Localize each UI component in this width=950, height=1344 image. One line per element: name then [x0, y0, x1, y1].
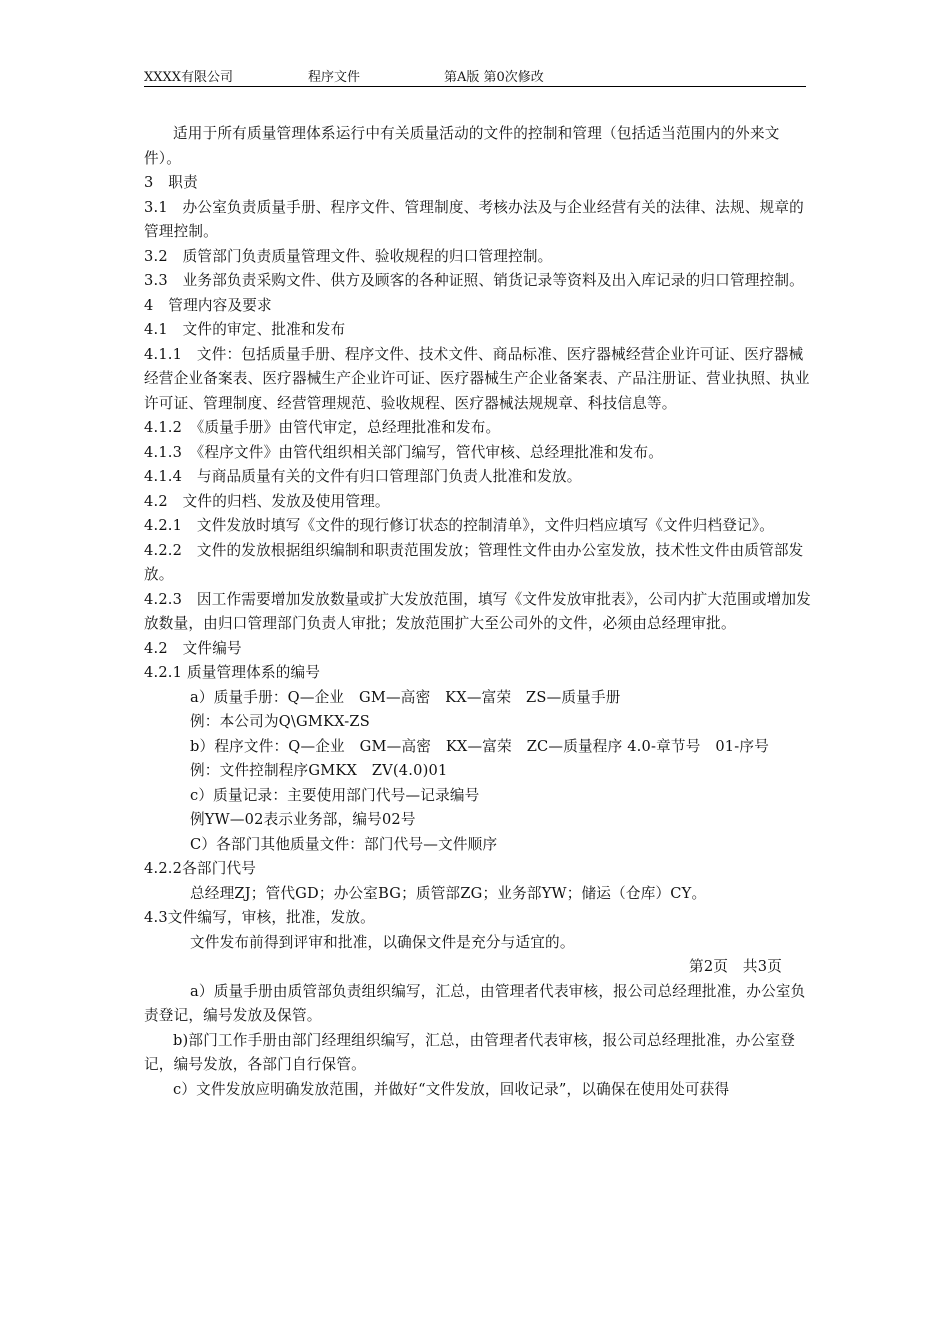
document-body: [144, 122, 812, 1102]
numbering-example: 例YW—02表示业务部，编号02号: [190, 811, 416, 828]
clause-paragraph: 3.3 业务部负责采购文件、供方及顾客的各种证照、销货记录等资料及出入库记录的归口管理控制。: [144, 272, 804, 289]
clause-paragraph: 3.2 质管部门负责质量管理文件、验收规程的归口管理控制。: [144, 247, 553, 265]
numbering-item: C）各部门其他质量文件：部门代号—文件顺序: [190, 835, 498, 853]
clause-paragraph: 4.1.2 《质量手册》由管代审定，总经理批准和发布。: [144, 419, 501, 436]
clause-paragraph: 4.1.1 文件：包括质量手册、程序文件、技术文件、商品标准、医疗器械经营企业许可证、医疗器械经营企业备案表、医疗器械生产企业许可证、医疗器械生产企业备案表、产品注册证、营业执照、执业许可证、管理制度、经营管理规范、验收规程、医疗器械法规规章、科技信息等。: [144, 345, 810, 412]
numbering-item: a）质量手册：Q—企业 GM—高密 KX—富荣 ZS—质量手册: [190, 688, 621, 706]
scope-paragraph: 适用于所有质量管理体系运行中有关质量活动的文件的控制和管理（包括适当范围内的外来文件）。: [144, 125, 780, 167]
clause-paragraph: 3.1 办公室负责质量手册、程序文件、管理制度、考核办法及与企业经营有关的法律、法规、规章的管理控制。: [144, 198, 804, 240]
clause-paragraph: 4.2.1 文件发放时填写《文件的现行修订状态的控制清单》，文件归档应填写《文件归档登记》。: [144, 517, 775, 534]
subsection-heading: 4.2.2各部门代号: [144, 860, 257, 877]
header-divider: [144, 86, 806, 87]
clause-paragraph: 4.2.2 文件的发放根据组织编制和职责范围发放；管理性文件由办公室发放，技术性文件由质管部发放。: [144, 541, 804, 583]
page-header: [144, 66, 806, 86]
section-heading: 4 管理内容及要求: [144, 296, 272, 314]
department-codes: 总经理ZJ；管代GD；办公室BG；质管部ZG；业务部YW；储运（仓库）CY。: [190, 884, 707, 902]
subsection-heading: 4.2.1 质量管理体系的编号: [144, 664, 321, 681]
clause-paragraph: 4.2.3 因工作需要增加发放数量或扩大发放范围，填写《文件发放审批表》，公司内扩大范围或增加发放数量，由归口管理部门负责人审批；发放范围扩大至公司外的文件，必须由总经理审批。: [144, 590, 811, 632]
section-heading: 3 职责: [144, 174, 198, 191]
numbering-example: 例：文件控制程序GMKX ZV(4.0)01: [190, 762, 448, 779]
subsection-heading: 4.2 文件编号: [144, 639, 242, 657]
clause-paragraph: 4.1.3 《程序文件》由管代组织相关部门编写，管代审核、总经理批准和发布。: [144, 443, 664, 461]
subsection-heading: 4.2 文件的归档、发放及使用管理。: [144, 492, 390, 510]
numbering-item: c）质量记录：主要使用部门代号—记录编号: [190, 786, 480, 804]
clause-paragraph: 4.1.4 与商品质量有关的文件有归口管理部门负责人批准和发放。: [144, 468, 582, 485]
header-company: XXXX有限公司: [144, 70, 234, 85]
page-number: 第2页 共3页: [689, 958, 782, 975]
clause-paragraph: c）文件发放应明确发放范围，并做好“文件发放，回收记录”，以确保在使用处可获得: [173, 1080, 730, 1098]
clause-paragraph: a）质量手册由质管部负责组织编写，汇总，由管理者代表审核，报公司总经理批准，办公室负责登记，编号发放及保管。: [144, 982, 806, 1024]
subsection-heading: 4.3文件编写，审核，批准，发放。: [144, 909, 375, 926]
header-version: 第A版 第0次修改: [444, 70, 544, 85]
clause-paragraph: 文件发布前得到评审和批准，以确保文件是充分与适宜的。: [190, 933, 575, 951]
numbering-item: b）程序文件：Q—企业 GM—高密 KX—富荣 ZC—质量程序 4.0-章节号 01-序号: [190, 737, 770, 755]
numbering-example: 例：本公司为Q\GMKX-ZS: [190, 713, 370, 730]
subsection-heading: 4.1 文件的审定、批准和发布: [144, 321, 346, 338]
clause-paragraph: b)部门工作手册由部门经理组织编写，汇总，由管理者代表审核，报公司总经理批准，办公室登记，编号发放，各部门自行保管。: [144, 1031, 795, 1073]
header-doc-type: 程序文件: [308, 70, 361, 85]
